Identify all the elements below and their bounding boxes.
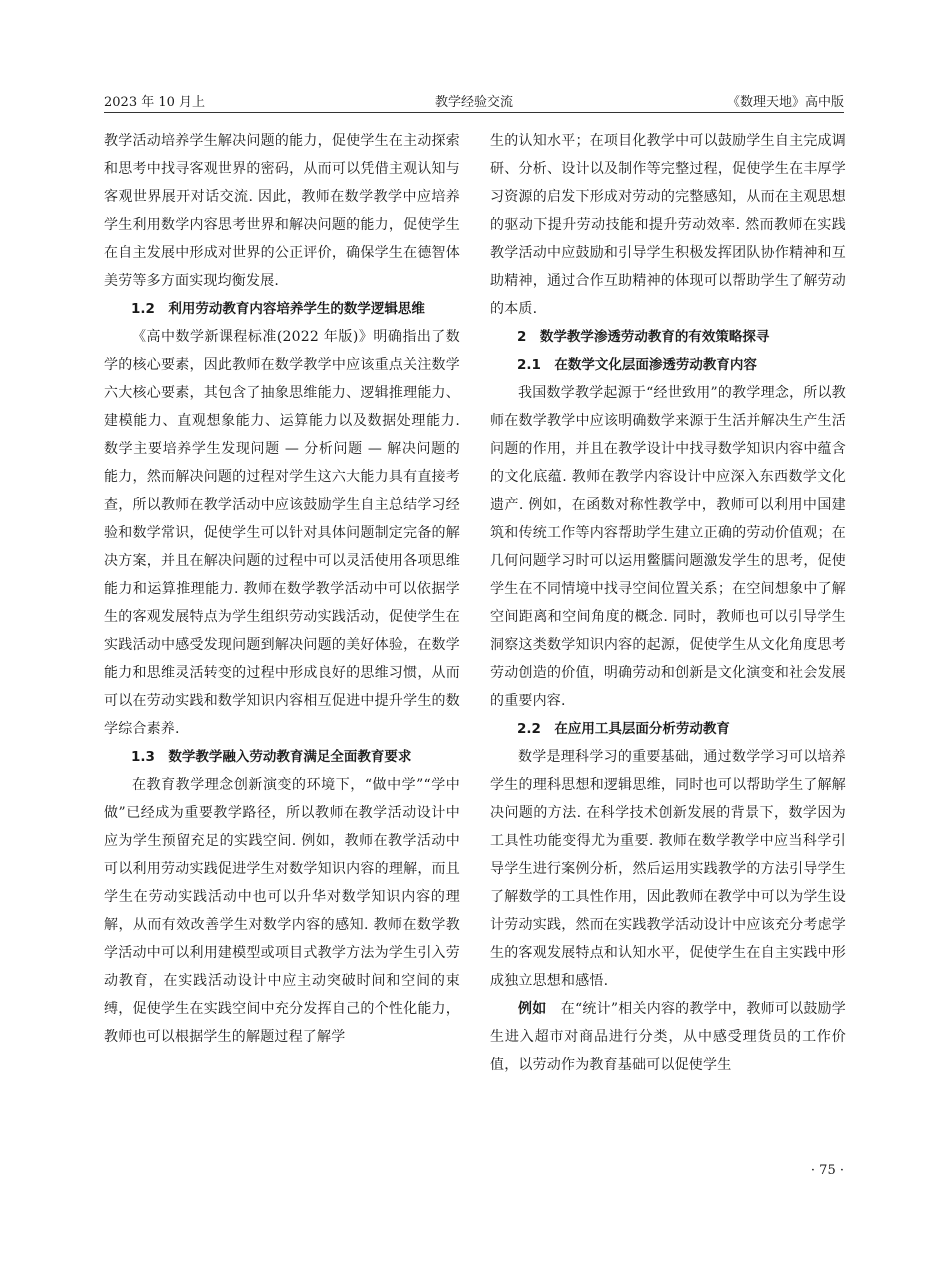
section-heading-1-3: 1.3 数学教学融入劳动教育满足全面教育要求: [131, 749, 412, 765]
paragraph: 我国数学教学起源于“经世致用”的教学理念，所以教师在数学教学中应该明确数学来源于生活并解决生产生活问题的作用，并且在教学设计中找寻数学知识内容中蕴含的文化底蕴. 教师在教学内容设计中应深入东西数学文化遗产. 例如，在函数对称性教学中，教师可以利用中国建筑和传统工作等内容帮助学生建立正确的劳动价值观；在几何问题学习时可以运用鳖臑问题激发学生的思考，促使学生在不同情境中找寻空间位置关系；在空间想象中了解空间距离和空间角度的概念. 同时，教师也可以引导学生洞察这类数学知识内容的起源，促使学生从文化角度思考劳动创造的价值，明确劳动和创新是文化演变和社会发展的重要内容.: [490, 385, 846, 709]
header-date: 2023 年 10 月上: [104, 95, 206, 110]
example-text: 在“统计”相关内容的教学中，教师可以鼓励学生进入超市对商品进行分类，从中感受理货员的工作价值，以劳动作为教育基础可以促使学生: [490, 1001, 846, 1073]
header-journal: 《数理天地》高中版: [726, 95, 844, 110]
section-heading-2-2: 2.2 在应用工具层面分析劳动教育: [517, 721, 730, 737]
paragraph: 数学是理科学习的重要基础，通过数学学习可以培养学生的理科思想和逻辑思维，同时也可以帮助学生了解解决问题的方法. 在科学技术创新发展的背景下，数学因为工具性功能变得尤为重要. 教师在数学教学中应当科学引导学生进行案例分析，然后运用实践教学的方法引导学生了解数学的工具性作用，因此教师在教学中可以为学生设计劳动实践，然而在实践教学活动设计中应该充分考虑学生的客观发展特点和认知水平，促使学生在自主实践中形成独立思想和感悟.: [490, 749, 846, 989]
example-lead: 例如: [518, 1001, 547, 1017]
paragraph-continued: 生的认知水平；在项目化教学中可以鼓励学生自主完成调研、分析、设计以及制作等完整过程，促使学生在丰厚学习资源的启发下形成对劳动的完整感知，从而在主观思想的驱动下提升劳动技能和提升劳动效率. 然而教师在实践教学活动中应鼓励和引导学生积极发挥团队协作精神和互助精神，通过合作互助精神的体现可以帮助学生了解劳动的本质.: [490, 133, 846, 317]
header-section: 教学经验交流: [434, 95, 513, 110]
paragraph: 在教育教学理念创新演变的环境下，“做中学”“学中做”已经成为重要教学路径，所以教师在教学活动设计中应为学生预留充足的实践空间. 例如，教师在教学活动中可以利用劳动实践促进学生对数学知识内容的理解，而且学生在劳动实践活动中也可以升华对数学知识内容的理解，从而有效改善学生对数学内容的感知. 教师在数学教学活动中可以利用建模型或项目式教学方法为学生引入劳动教育，在实践活动设计中应主动突破时间和空间的束缚，促使学生在实践空间中充分发挥自己的个性化能力，教师也可以根据学生的解题过程了解学: [104, 777, 460, 1045]
left-column: [104, 127, 460, 1051]
paragraph-continued: 教学活动培养学生解决问题的能力，促使学生在主动探索和思考中找寻客观世界的密码，从而可以凭借主观认知与客观世界展开对话交流. 因此，教师在数学教学中应培养学生利用数学内容思考世界和解决问题的能力，促使学生在自主发展中形成对世界的公正评价，确保学生在德智体美劳等多方面实现均衡发展.: [104, 133, 460, 289]
running-header: [104, 88, 844, 113]
example-paragraph: [490, 995, 846, 1079]
paragraph: 《高中数学新课程标准(2022 年版)》明确指出了数学的核心要素，因此教师在数学教学中应该重点关注数学六大核心要素，其包含了抽象思维能力、逻辑推理能力、建模能力、直观想象能力、运算能力以及数据处理能力. 数学主要培养学生发现问题 — 分析问题 — 解决问题的能力，然而解决问题的过程对学生这六大能力具有直接考查，所以教师在教学活动中应该鼓励学生自主总结学习经验和数学常识，促使学生可以针对具体问题制定完备的解决方案，并且在解决问题的过程中可以灵活使用各项思维能力和运算推理能力. 教师在数学教学活动中可以依据学生的客观发展特点为学生组织劳动实践活动，促使学生在实践活动中感受发现问题到解决问题的美好体验，在数学能力和思维灵活转变的过程中形成良好的思维习惯，从而可以在劳动实践和数学知识内容相互促进中提升学生的数学综合素养.: [104, 329, 460, 737]
section-heading-2: 2 数学教学渗透劳动教育的有效策略探寻: [517, 329, 770, 345]
right-column: [490, 127, 846, 1079]
section-heading-1-2: 1.2 利用劳动教育内容培养学生的数学逻辑思维: [131, 301, 425, 317]
section-heading-2-1: 2.1 在数学文化层面渗透劳动教育内容: [517, 357, 757, 373]
page-number: · 75 ·: [810, 1163, 844, 1178]
